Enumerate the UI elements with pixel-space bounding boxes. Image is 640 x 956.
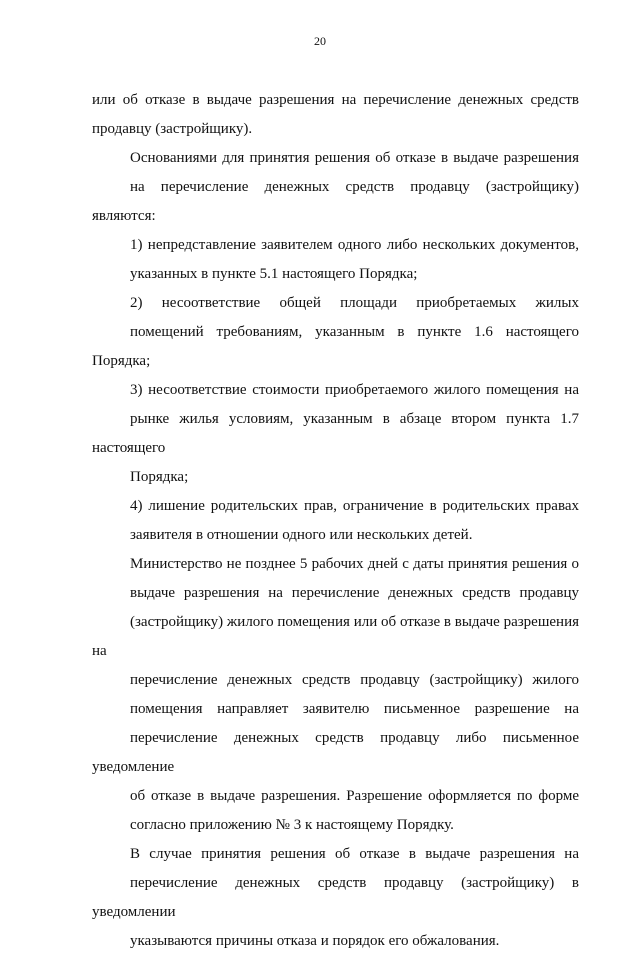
paragraph-grounds: [92, 144, 579, 231]
paragraph-item-1: [92, 231, 579, 289]
paragraph-item-4: [92, 492, 579, 550]
paragraph-item-3: [92, 376, 579, 492]
text-line: об отказе в выдаче разрешения. Разрешение оформляется по форме: [130, 788, 579, 804]
text-line: В случае принятия решения об отказе в выдаче разрешения на: [130, 846, 579, 862]
text-line: указываются причины отказа и порядок его обжалования.: [130, 933, 500, 949]
paragraph-continuation: [92, 86, 579, 144]
text-line: (застройщику) жилого помещения или об отказе в выдаче разрешения на: [92, 614, 579, 659]
text-line: 1) непредставление заявителем одного либо нескольких документов,: [130, 237, 579, 253]
text-line: продавцу (застройщику).: [92, 121, 253, 137]
text-line: 3) несоответствие стоимости приобретаемого жилого помещения на: [130, 382, 579, 398]
text-line: заявителя в отношении одного или нескольких детей.: [130, 527, 473, 543]
document-body: [92, 86, 579, 956]
text-line: перечисление денежных средств продавцу (застройщику) жилого: [130, 672, 579, 688]
paragraph-item-2: [92, 289, 579, 376]
text-line: 4) лишение родительских прав, ограничение в родительских правах: [130, 498, 579, 514]
text-line: согласно приложению № 3 к настоящему Порядку.: [130, 817, 454, 833]
text-line: Министерство не позднее 5 рабочих дней с даты принятия решения о: [130, 556, 579, 572]
text-line: помещений требованиям, указанным в пункте 1.6 настоящего Порядка;: [92, 324, 579, 369]
paragraph-refusal: [92, 840, 579, 956]
text-line: перечисление денежных средств продавцу (застройщику) в уведомлении: [92, 875, 579, 920]
page-number: 20: [314, 34, 326, 48]
text-line: указанных в пункте 5.1 настоящего Порядка;: [130, 266, 418, 282]
text-line: помещения направляет заявителю письменное разрешение на: [130, 701, 579, 717]
text-line: 2) несоответствие общей площади приобретаемых жилых: [130, 295, 579, 311]
text-line: выдаче разрешения на перечисление денежных средств продавцу: [130, 585, 579, 601]
text-line: Порядка;: [130, 469, 189, 485]
text-line: перечисление денежных средств продавцу либо письменное уведомление: [92, 730, 579, 775]
text-line: рынке жилья условиям, указанным в абзаце втором пункта 1.7 настоящего: [92, 411, 579, 456]
text-line: или об отказе в выдаче разрешения на перечисление денежных средств: [92, 92, 579, 108]
text-line: Основаниями для принятия решения об отказе в выдаче разрешения: [130, 150, 579, 166]
paragraph-ministry: [92, 550, 579, 840]
text-line: на перечисление денежных средств продавцу (застройщику) являются:: [92, 179, 579, 224]
